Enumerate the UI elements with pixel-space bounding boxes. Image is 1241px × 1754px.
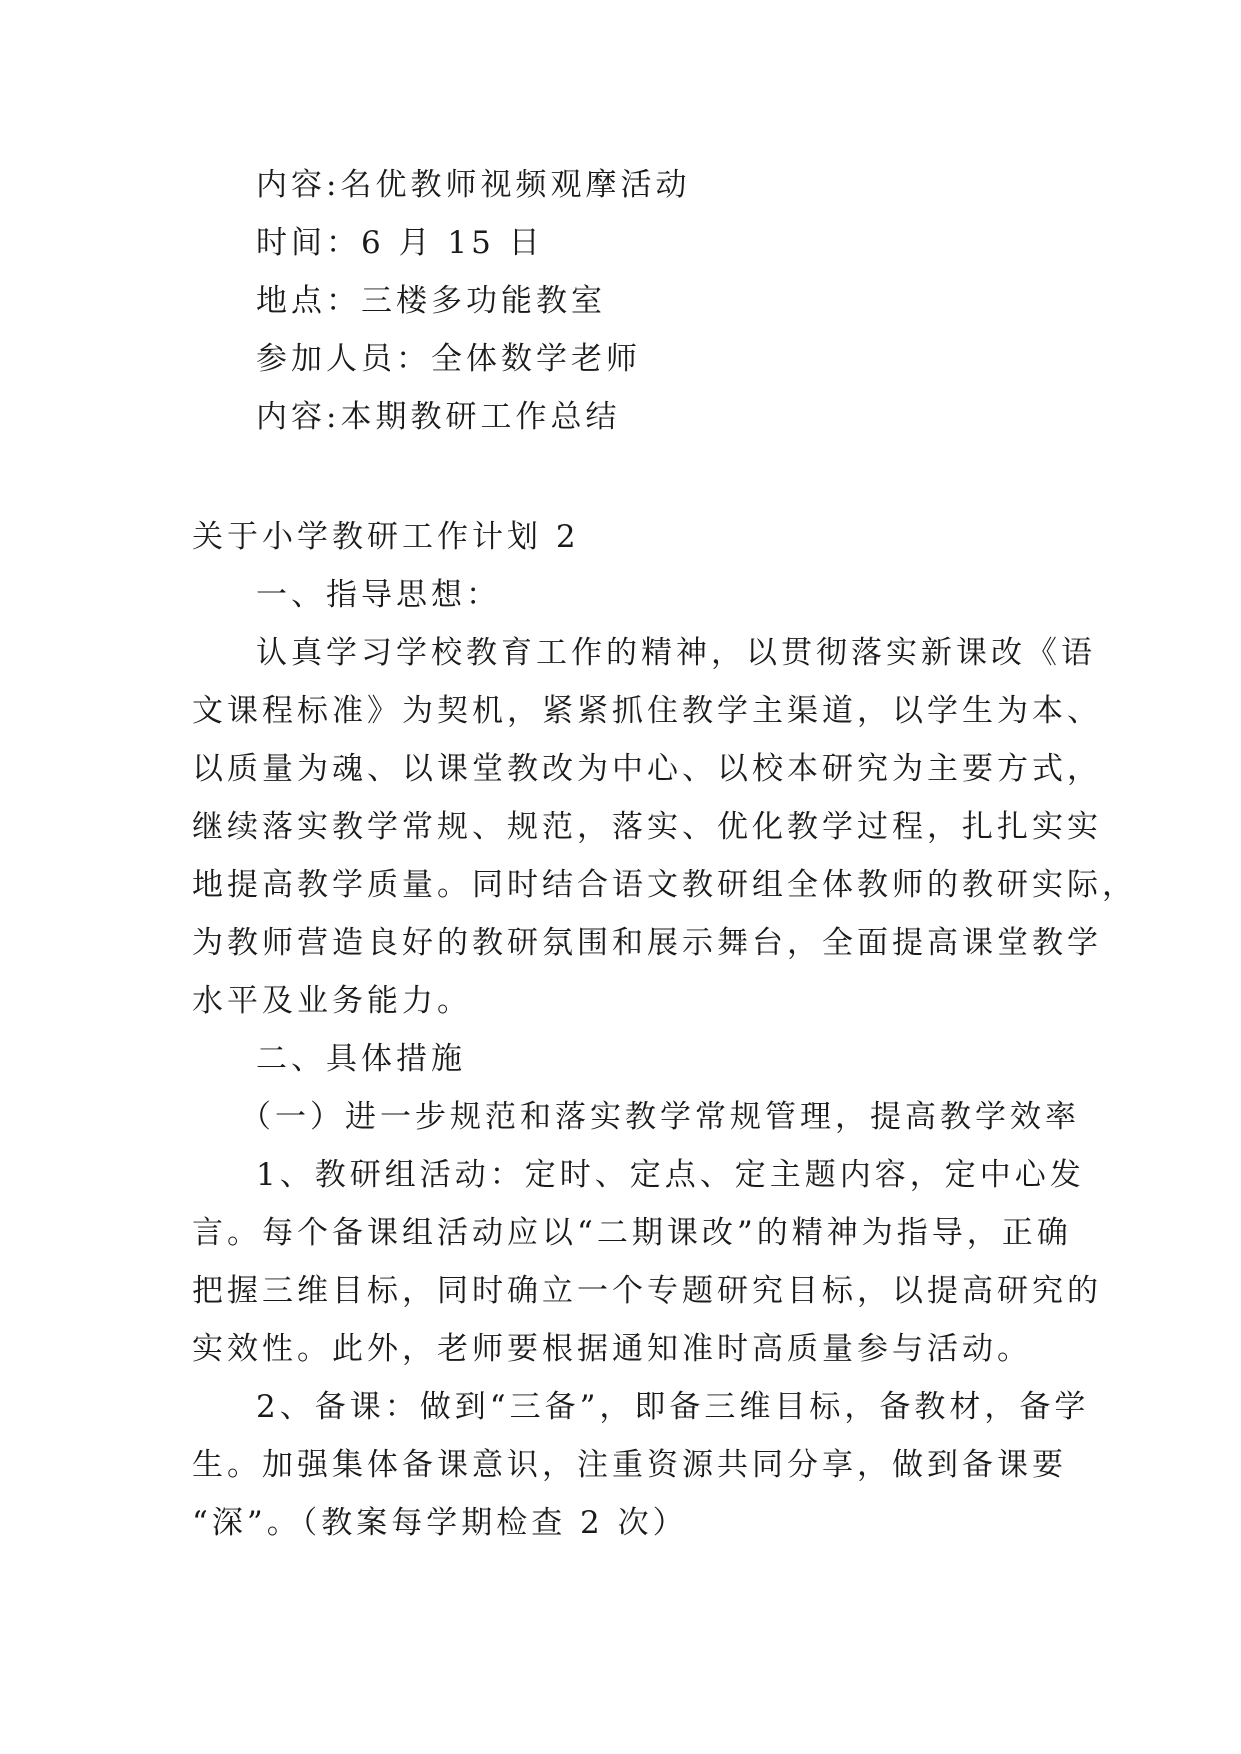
paragraph-line: 认真学习学校教育工作的精神，以贯彻落实新课改《语 <box>256 635 1096 671</box>
paragraph-line: 言。每个备课组活动应以“二期课改”的精神为指导，正确 <box>192 1215 1072 1251</box>
section-title: 关于小学教研工作计划 2 <box>192 519 580 555</box>
schedule-list <box>192 156 1062 446</box>
paragraph-line: 把握三维目标，同时确立一个专题研究目标，以提高研究的 <box>192 1273 1102 1309</box>
paragraph-research-group <box>192 1146 1102 1378</box>
paragraph-line: “深”。（教案每学期检查 2 次） <box>192 1505 688 1541</box>
paragraph-line: 2、备课：做到“三备”，即备三维目标，备教材，备学 <box>256 1389 1090 1425</box>
paragraph-line: 实效性。此外，老师要根据通知准时高质量参与活动。 <box>192 1331 1032 1367</box>
paragraph-line: 1、教研组活动：定时、定点、定主题内容，定中心发 <box>256 1157 1085 1193</box>
heading-measures: 二、具体措施 <box>256 1041 466 1077</box>
paragraph-guiding-thought <box>192 624 1137 1030</box>
schedule-item: 内容:本期教研工作总结 <box>256 399 621 435</box>
schedule-item: 时间：6 月 15 日 <box>256 225 544 261</box>
document-body <box>192 508 1137 1552</box>
paragraph-lesson-prep <box>192 1378 1090 1552</box>
paragraph-line: 生。加强集体备课意识，注重资源共同分享，做到备课要 <box>192 1447 1067 1483</box>
paragraph-line: 以质量为魂、以课堂教改为中心、以校本研究为主要方式， <box>192 751 1102 787</box>
schedule-item: 内容:名优教师视频观摩活动 <box>256 167 691 203</box>
schedule-item: 地点：三楼多功能教室 <box>256 283 606 319</box>
heading-guiding-thought: 一、指导思想： <box>256 577 501 613</box>
paragraph-line: 文课程标准》为契机，紧紧抓住教学主渠道，以学生为本、 <box>192 693 1102 729</box>
paragraph-line: 水平及业务能力。 <box>192 983 472 1019</box>
paragraph-line: 地提高教学质量。同时结合语文教研组全体教师的教研实际， <box>192 867 1137 903</box>
subheading-routine-management: （一）进一步规范和落实教学常规管理，提高教学效率 <box>240 1099 1080 1135</box>
paragraph-line: 继续落实教学常规、规范，落实、优化教学过程，扎扎实实 <box>192 809 1102 845</box>
paragraph-line: 为教师营造良好的教研氛围和展示舞台，全面提高课堂教学 <box>192 925 1102 961</box>
schedule-item: 参加人员：全体数学老师 <box>256 341 641 377</box>
